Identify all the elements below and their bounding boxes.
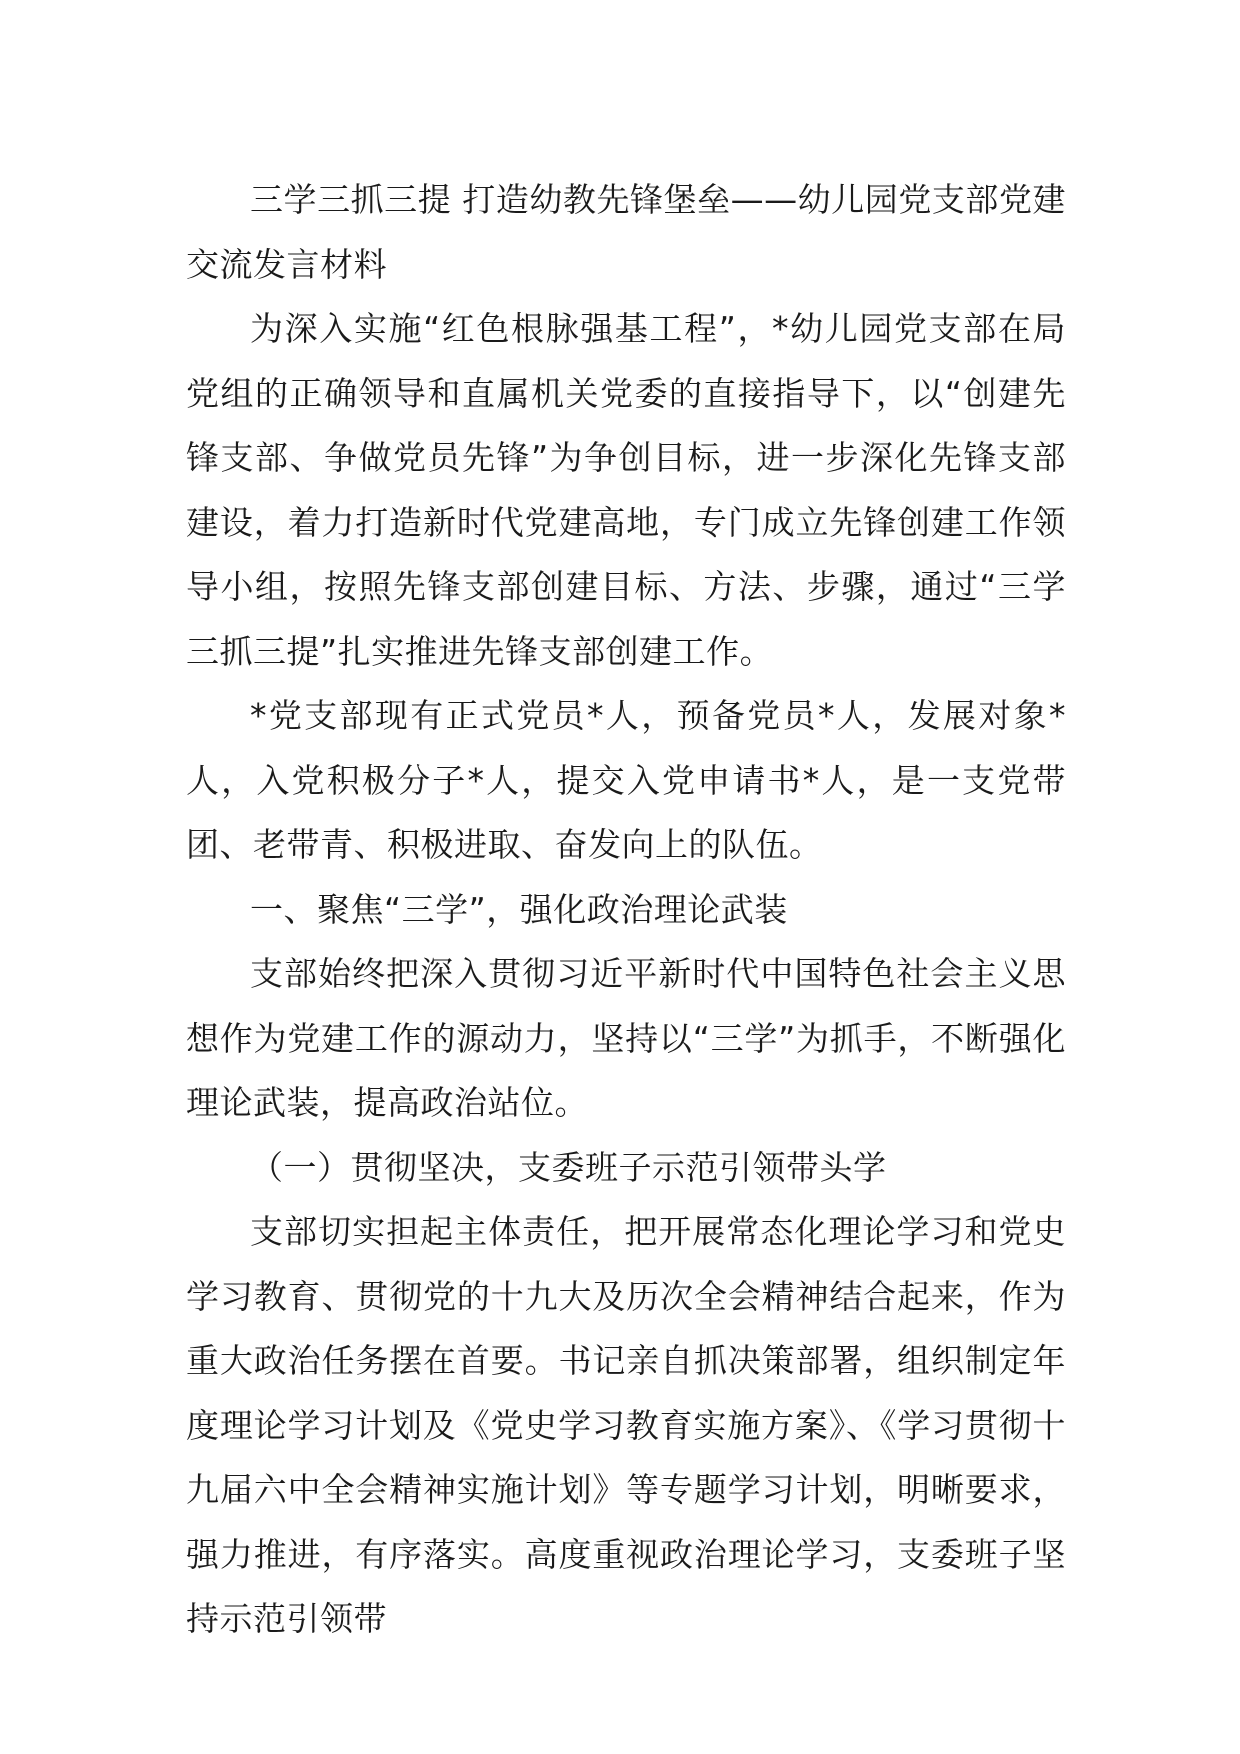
paragraph-intro: 为深入实施“红色根脉强基工程”，*幼儿园党支部在局党组的正确领导和直属机关党委的直接指导下，以“创建先锋支部、争做党员先锋”为争创目标，进一步深化先锋支部建设，着力打造新时代党建高地，专门成立先锋创建工作领导小组，按照先锋支部创建目标、方法、步骤，通过“三学三抓三提”扎实推进先锋支部创建工作。 — [186, 309, 1066, 671]
paragraph-members: *党支部现有正式党员*人，预备党员*人，发展对象*人，入党积极分子*人，提交入党申请书*人，是一支党带团、老带青、积极进取、奋发向上的队伍。 — [186, 696, 1066, 864]
document-title: 三学三抓三提 打造幼教先锋堡垒——幼儿园党支部党建交流发言材料 — [186, 180, 1066, 284]
subsection-heading-1: （一）贯彻坚决，支委班子示范引领带头学 — [250, 1147, 887, 1187]
section-paragraph-1: 支部始终把深入贯彻习近平新时代中国特色社会主义思想作为党建工作的源动力，坚持以“三学”为抓手，不断强化理论武装，提高政治站位。 — [186, 954, 1066, 1122]
section-heading-1: 一、聚焦“三学”，强化政治理论武装 — [250, 889, 788, 929]
subsection-paragraph-1: 支部切实担起主体责任，把开展常态化理论学习和党史学习教育、贯彻党的十九大及历次全会精神结合起来，作为重大政治任务摆在首要。书记亲自抓决策部署，组织制定年度理论学习计划及《党史学习教育实施方案》、《学习贯彻十九届六中全会精神实施计划》等专题学习计划，明晰要求，强力推进，有序落实。高度重视政治理论学习，支委班子坚持示范引领带 — [186, 1212, 1066, 1638]
document-body — [186, 168, 1066, 1652]
